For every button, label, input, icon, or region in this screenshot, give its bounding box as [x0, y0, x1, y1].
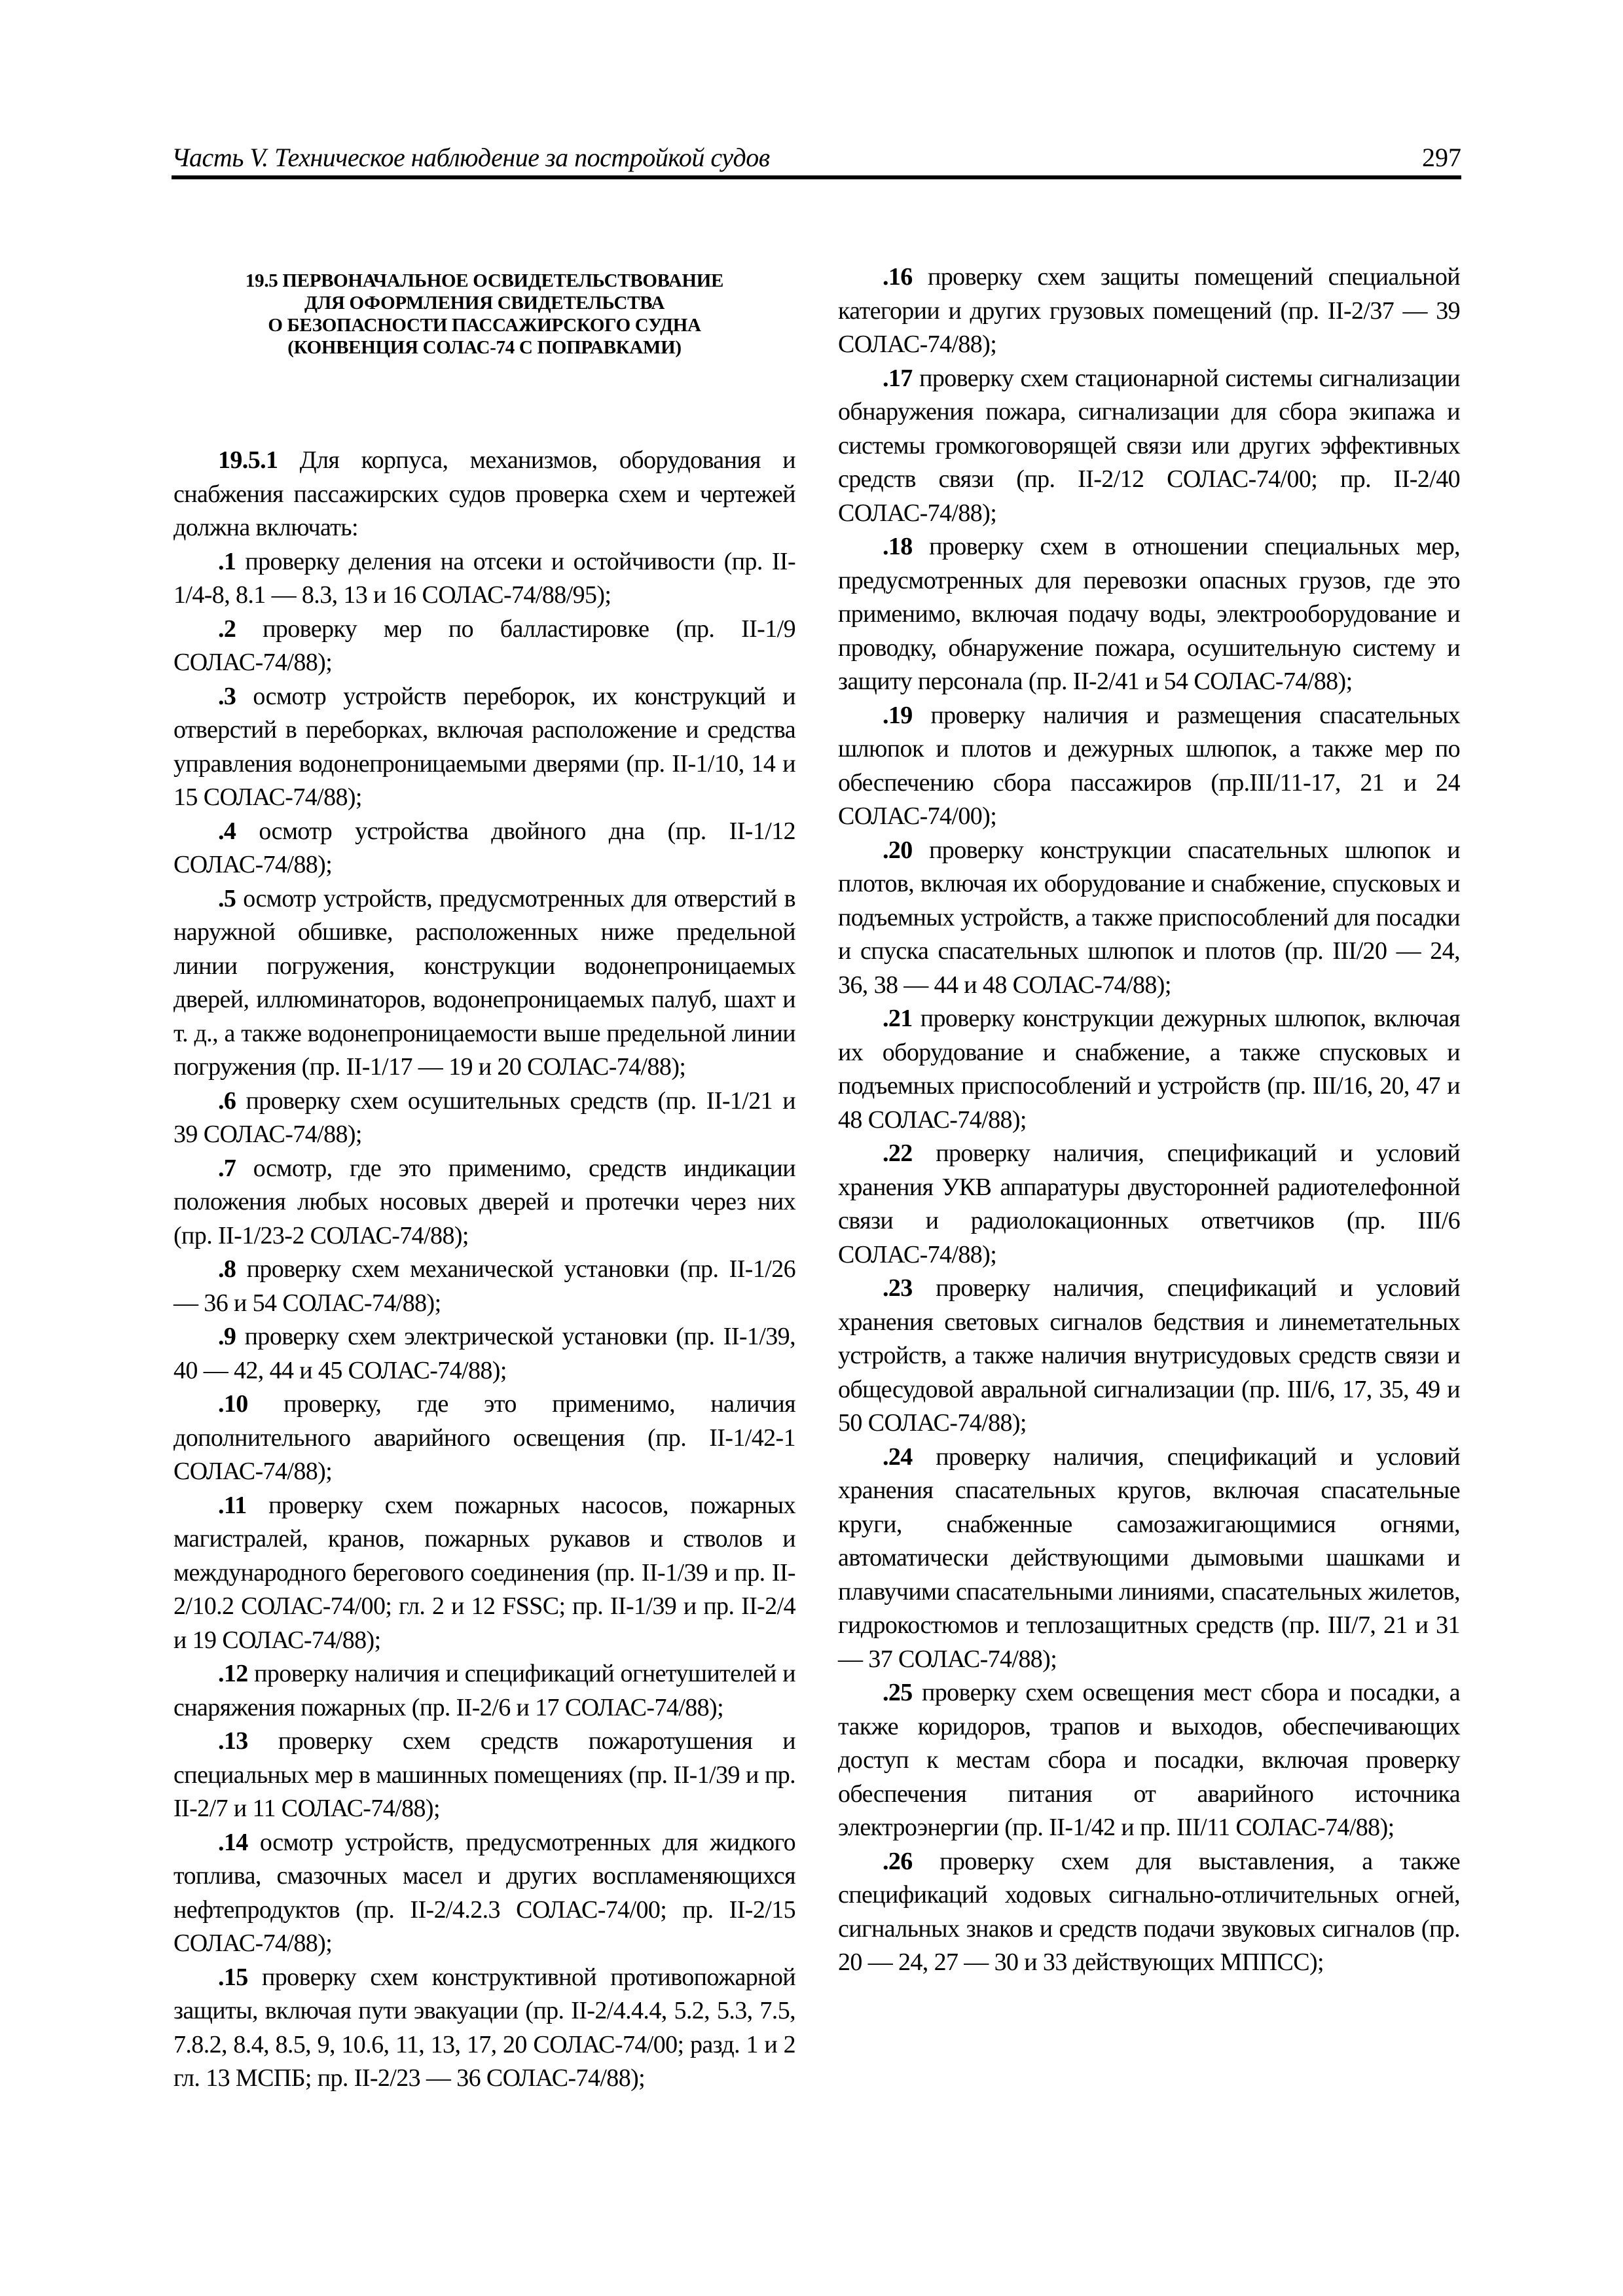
section-heading [173, 270, 795, 359]
item-text: проверку, где это применимо, наличия дополнительного аварийного освещения (пр. II-1/42-1 СОЛАС-74/88); [173, 1390, 795, 1485]
item-number: .25 [883, 1679, 913, 1706]
item-text: проверку схем осушительных средств (пр. II-1/21 и 39 СОЛАС-74/88); [173, 1086, 795, 1148]
list-item [173, 1725, 795, 1826]
item-text: осмотр устройств, предусмотренных для жидкого топлива, смазочных масел и других воспламеняющихся нефтепродуктов (пр. II-2/4.2.3 СОЛАС-74/00; пр. II-2/15 СОЛАС-74/88); [173, 1828, 795, 1957]
item-text: проверку деления на отсеки и остойчивости (пр. II-1/4-8, 8.1 — 8.3, 13 и 16 СОЛАС-74/88/95); [173, 547, 795, 609]
item-number: .19 [883, 701, 913, 729]
item-number: .17 [883, 364, 913, 392]
item-number: .5 [218, 884, 236, 912]
list-item [838, 362, 1460, 531]
list-item [838, 1137, 1460, 1272]
item-text: проверку наличия, спецификаций и условий хранения световых сигналов бедствия и линеметательных устройств, а также наличия внутрисудовых средств связи и общесудовой авральной сигнализации (пр. III/6, 17, 35, 49 и 50 СОЛАС-74/88); [838, 1274, 1460, 1437]
item-number: .11 [218, 1491, 247, 1519]
list-item [838, 530, 1460, 699]
item-text: проверку схем для выставления, а также спецификаций ходовых сигнально-отличительных огней, сигнальных знаков и средств подачи звуковых сигналов (пр. 20 — 24, 27 — 30 и 33 действующих МППСС); [838, 1847, 1460, 1976]
section-heading-line: (КОНВЕНЦИЯ СОЛАС-74 С ПОПРАВКАМИ) [287, 337, 682, 358]
list-item [173, 882, 795, 1085]
item-text: проверку схем защиты помещений специальной категории и других грузовых помещений (пр. II-2/37 — 39 СОЛАС-74/88); [838, 263, 1460, 358]
section-heading-line: О БЕЗОПАСНОСТИ ПАССАЖИРСКОГО СУДНА [268, 315, 701, 336]
list-item [838, 699, 1460, 834]
section-heading-line: ДЛЯ ОФОРМЛЕНИЯ СВИДЕТЕЛЬСТВА [304, 293, 665, 314]
list-item [173, 1657, 795, 1725]
item-text: проверку схем электрической установки (пр. II-1/39, 40 — 42, 44 и 45 СОЛАС-74/88); [173, 1323, 795, 1384]
clause-text: Для корпуса, механизмов, оборудования и снабжения пассажирских судов проверка схем и чертежей должна включать: [173, 446, 795, 541]
item-number: .13 [218, 1727, 248, 1755]
running-header [172, 139, 1461, 179]
item-number: .15 [218, 1963, 248, 1991]
item-text: проверку схем в отношении специальных мер, предусмотренных для перевозки опасных грузов, где это применимо, включая подачу воды, электрооборудование и проводку, обнаружение пожара, осушительную систему и защиту персонала (пр. II-2/41 и 54 СОЛАС-74/88); [838, 533, 1460, 695]
page-number: 297 [1422, 143, 1461, 172]
list-item [173, 1085, 795, 1152]
item-number: .23 [883, 1274, 913, 1302]
item-number: .18 [883, 533, 913, 560]
item-text: осмотр устройств переборок, их конструкций и отверстий в переборках, включая расположение и средства управления водонепроницаемыми дверями (пр. II-1/10, 14 и 15 СОЛАС-74/88); [173, 682, 795, 811]
item-text: проверку схем конструктивной противопожарной защиты, включая пути эвакуации (пр. II-2/4.4.4, 5.2, 5.3, 7.5, 7.8.2, 8.4, 8.5, 9, 10.6, 11, 13, 17, 20 СОЛАС-74/00; разд. 1 и 2 гл. 13 МСПБ; пр. II-2/23 — 36 СОЛАС-74/88); [173, 1963, 795, 2092]
item-number: .3 [218, 682, 236, 710]
item-number: .6 [218, 1086, 236, 1115]
list-item [173, 1388, 795, 1489]
item-number: .22 [883, 1139, 913, 1167]
list-item [838, 260, 1460, 362]
item-text: осмотр устройства двойного дна (пр. II-1/12 СОЛАС-74/88); [173, 817, 795, 878]
list-item [173, 1489, 795, 1658]
left-column [173, 260, 795, 2096]
item-text: проверку наличия и размещения спасательных шлюпок и плотов и дежурных шлюпок, а также мер по обеспечению сбора пассажиров (пр.III/11-17, 21 и 24 СОЛАС-74/00); [838, 701, 1460, 830]
item-number: .16 [883, 263, 913, 291]
intro-paragraph [173, 444, 795, 545]
clause-number: 19.5.1 [218, 446, 278, 474]
list-item [838, 1441, 1460, 1677]
item-number: .24 [883, 1443, 913, 1471]
right-item-list [838, 260, 1460, 1980]
list-item [173, 1152, 795, 1253]
item-text: осмотр устройств, предусмотренных для отверстий в наружной обшивке, расположенных ниже предельной линии погружения, конструкции водонепроницаемых дверей, иллюминаторов, водонепроницаемых палуб, шахт и т. д., а также водонепроницаемости выше предельной линии погружения (пр. II-1/17 — 19 и 20 СОЛАС-74/88); [173, 884, 795, 1081]
item-number: .21 [883, 1005, 913, 1032]
list-item [838, 834, 1460, 1003]
list-item [838, 1845, 1460, 1980]
item-text: проверку схем стационарной системы сигнализации обнаружения пожара, сигнализации для сбора экипажа и системы громкоговорящей связи или других эффективных средств связи (пр. II-2/12 СОЛАС-74/00; пр. II-2/40 СОЛАС-74/88); [838, 364, 1460, 527]
item-text: проверку схем механической установки (пр. II-1/26 — 36 и 54 СОЛАС-74/88); [173, 1255, 795, 1317]
item-number: .20 [883, 836, 913, 864]
list-item [838, 1676, 1460, 1845]
item-number: .8 [218, 1255, 236, 1283]
item-text: проверку мер по балластировке (пр. II-1/9 СОЛАС-74/88); [173, 615, 795, 676]
list-item [838, 1002, 1460, 1137]
item-text: проверку наличия и спецификаций огнетушителей и снаряжения пожарных (пр. II-2/6 и 17 СОЛАС-74/88); [173, 1660, 795, 1721]
list-item [173, 1826, 795, 1961]
item-text: проверку наличия, спецификаций и условий хранения спасательных кругов, включая спасательные круги, снабженные самозажигающимися огнями, автоматически действующими дымовыми шашками и плавучими спасательными линиями, спасательных жилетов, гидрокостюмов и теплозащитных средств (пр. III/7, 21 и 31 — 37 СОЛАС-74/88); [838, 1443, 1460, 1673]
item-number: .7 [218, 1154, 236, 1182]
list-item [173, 815, 795, 882]
item-text: осмотр, где это применимо, средств индикации положения любых носовых дверей и протечки через них (пр. II-1/23-2 СОЛАС-74/88); [173, 1154, 795, 1249]
item-text: проверку конструкции дежурных шлюпок, включая их оборудование и снабжение, а также спусковых и подъемных приспособлений и устройств (пр. III/16, 20, 47 и 48 СОЛАС-74/88); [838, 1005, 1460, 1134]
item-number: .4 [218, 817, 236, 845]
list-item [173, 613, 795, 680]
list-item [173, 1961, 795, 2096]
list-item [173, 1253, 795, 1320]
left-item-list [173, 545, 795, 2096]
list-item [173, 680, 795, 815]
list-item [173, 545, 795, 613]
item-text: проверку схем пожарных насосов, пожарных магистралей, кранов, пожарных рукавов и стволов и международного берегового соединения (пр. II-1/39 и пр. II-2/10.2 СОЛАС-74/00; гл. 2 и 12 FSSC; пр. II-1/39 и пр. II-2/4 и 19 СОЛАС-74/88); [173, 1491, 795, 1654]
list-item [838, 1272, 1460, 1441]
item-text: проверку схем средств пожаротушения и специальных мер в машинных помещениях (пр. II-1/39 и пр. II-2/7 и 11 СОЛАС-74/88); [173, 1727, 795, 1822]
item-text: проверку конструкции спасательных шлюпок и плотов, включая их оборудование и снабжение, спусковых и подъемных устройств, а также приспособлений для посадки и спуска спасательных шлюпок и плотов (пр. III/20 — 24, 36, 38 — 44 и 48 СОЛАС-74/88); [838, 836, 1460, 999]
item-number: .10 [218, 1390, 248, 1418]
item-number: .12 [218, 1660, 248, 1687]
right-column [838, 260, 1460, 1980]
item-number: .2 [218, 615, 236, 643]
item-number: .14 [218, 1828, 248, 1856]
running-header-title: Часть V. Техническое наблюдение за постройкой судов [172, 143, 770, 172]
item-text: проверку схем освещения мест сбора и посадки, а также коридоров, трапов и выходов, обеспечивающих доступ к местам сбора и посадки, включая проверку обеспечения питания от аварийного источника электроэнергии (пр. II-1/42 и пр. III/11 СОЛАС-74/88); [838, 1679, 1460, 1841]
item-number: .9 [218, 1323, 236, 1350]
item-number: .26 [883, 1847, 913, 1875]
list-item [173, 1320, 795, 1388]
item-text: проверку наличия, спецификаций и условий хранения УКВ аппаратуры двусторонней радиотелефонной связи и радиолокационных ответчиков (пр. III/6 СОЛАС-74/88); [838, 1139, 1460, 1268]
section-heading-line: 19.5 ПЕРВОНАЧАЛЬНОЕ ОСВИДЕТЕЛЬСТВОВАНИЕ [245, 270, 724, 291]
item-number: .1 [218, 547, 236, 575]
